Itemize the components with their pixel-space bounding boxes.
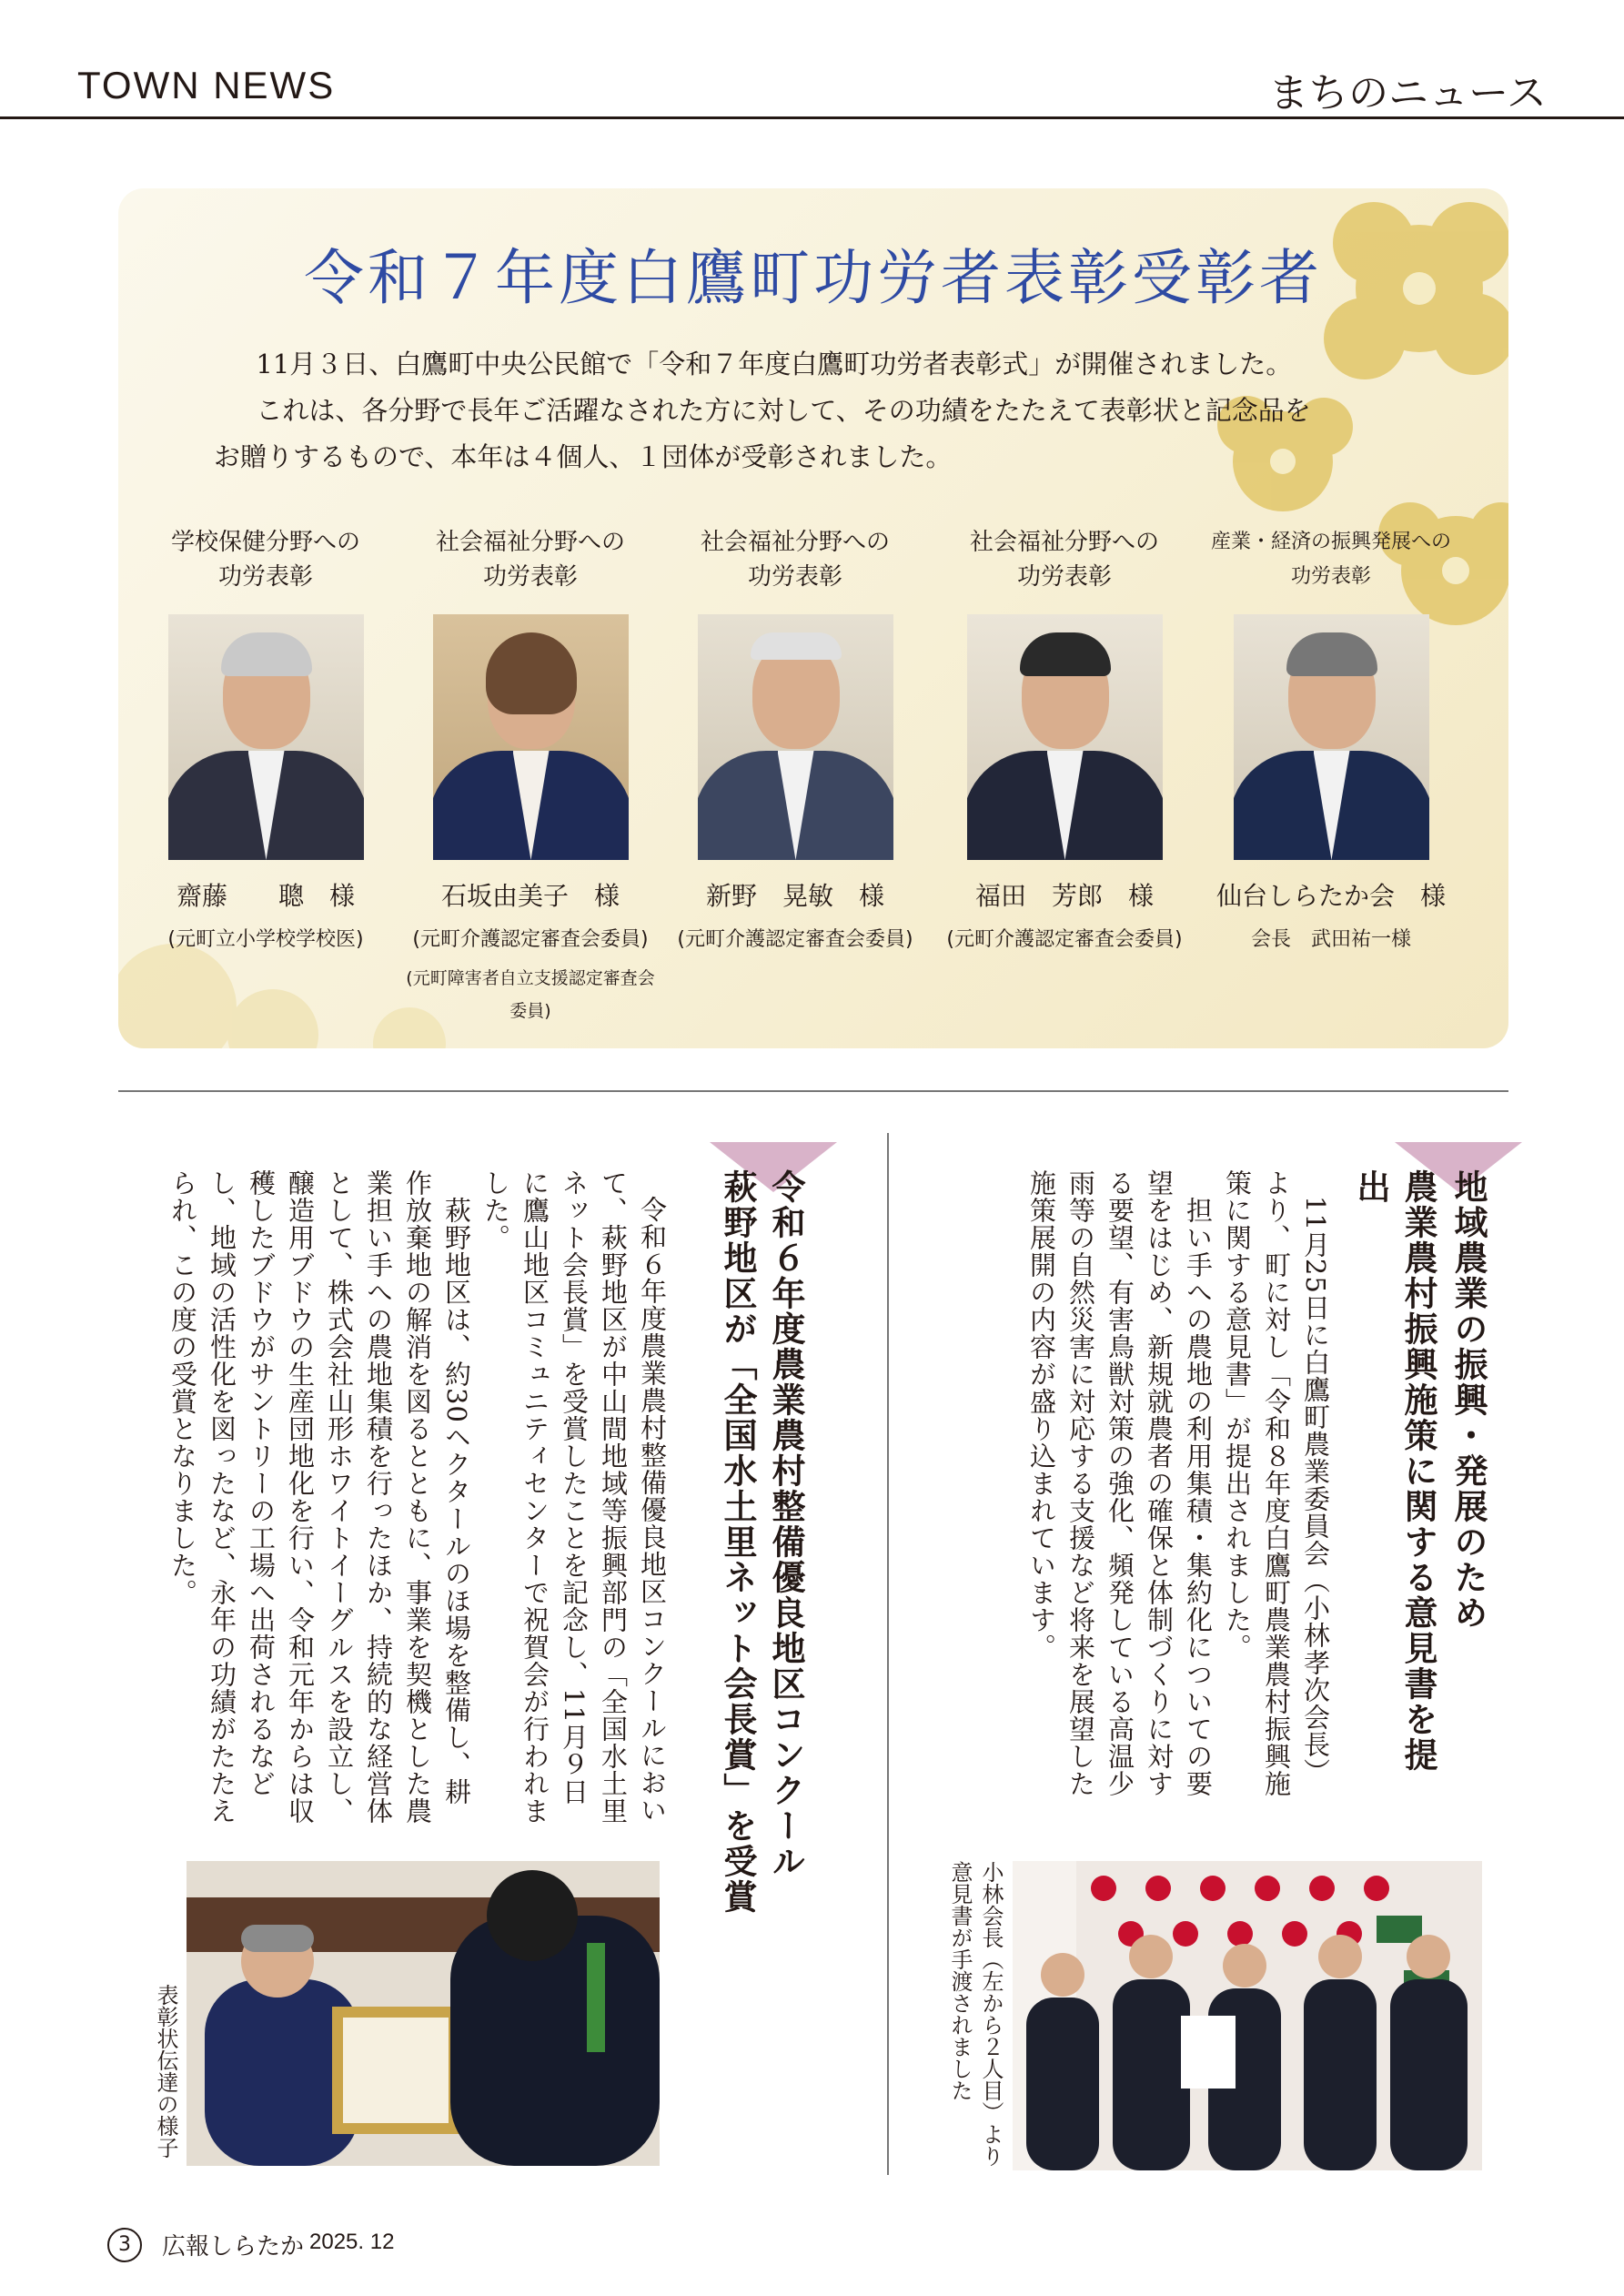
left-article-photo — [187, 1861, 660, 2166]
right-article-caption: 小林会長（左から２人目）より意見書が手渡されました — [947, 1861, 1004, 2167]
awardee-role-secondary: (元町障害者自立支援認定審査会委員) — [406, 968, 655, 1021]
awardee-role: (元町立小学校学校医) — [167, 928, 364, 951]
awardee-role: (元町介護認定審査会委員) — [946, 928, 1183, 951]
awardee-name: 福田 芳郎 様 — [974, 881, 1154, 911]
award-title: 令和７年度白鷹町功労者表彰受彰者 — [304, 243, 1323, 313]
award-intro-line-1: 11月３日、白鷹町中央公民館で「令和７年度白鷹町功労者表彰式」が開催されました。 — [256, 349, 1293, 379]
award-intro-line-3: お贈りするもので、本年は４個人、１団体が受彰されました。 — [214, 441, 953, 472]
award-intro-line-2: これは、各分野で長年ご活躍なされた方に対して、その功績をたたえて表彰状と記念品を — [256, 395, 1311, 426]
award-panel — [118, 188, 1508, 1048]
awardee-portrait — [698, 614, 893, 860]
header-divider — [0, 116, 1624, 119]
right-article-headline-1: 地域農業の振興・発展のため — [1448, 1169, 1488, 1631]
award-ceremony-photo-icon — [187, 1861, 660, 2166]
awardee-name: 仙台しらたか会 様 — [1215, 881, 1446, 911]
awardee-portrait — [168, 614, 364, 860]
awardee-name: 石坂由美子 様 — [440, 881, 620, 911]
awardee-card — [1204, 525, 1458, 956]
left-article-body: 令和６年度農業農村整備優良地区コンクールにおいて、萩野地区が中山間地域等振興部門の「全国水土里ネット会長賞」を受賞したことを記念し、11月９日に鷹山地区コミュニティセンターで祝賀会が行われました。 萩野地区は、約30ヘクタールのほ場を整備し、耕作放棄地の解消を図るとともに、事業を契機とした農業担い手への農地集積を行ったほか、持続的な経営体として、株式会社山形ホワイトイーグルスを設立し、醸造用ブドウの生産団地化を行い、令和元年からは収穫したブドウがサントリーの工場へ出荷されるなどし、地域の活性化を図ったなど、永年の功績がたたえられ、この度の受賞となりました。 — [167, 1169, 668, 1825]
publication-date: 2025. 12 — [309, 2230, 395, 2254]
page-number: 3 — [107, 2228, 142, 2262]
awardee-card — [138, 525, 393, 956]
awardee-role: (元町介護認定審査会委員) — [412, 928, 649, 951]
left-article-headline-1: 令和６年度農業農村整備優良地区コンクール — [766, 1169, 806, 1879]
awardee-field: 社会福祉分野への 功労表彰 — [969, 529, 1159, 591]
awardee-name: 新野 晃敏 様 — [705, 881, 884, 911]
right-article-body: 11月25日に白鷹町農業委員会（小林孝次会長）より、町に対し「令和８年度白鷹町農業農村振興施策に関する意見書」が提出されました。 担い手への農地の利用集積・集約化についての要望をはじめ、新規就農者の確保と体制づくりに対する要望、有害鳥獣対策の強化、頻発している高温少雨等の自然災害に対応する支援など将来を展望した施策展開の内容が盛り込まれています。 — [1026, 1169, 1331, 1797]
awardee-field: 学校保健分野への 功労表彰 — [170, 529, 360, 591]
left-article-caption: 表彰状伝達の様子 — [153, 1984, 178, 2159]
awardee-card — [403, 525, 658, 1027]
awardee-portrait — [967, 614, 1163, 860]
publication-name: 広報しらたか — [162, 2233, 305, 2261]
left-article-headline-2: 萩野地区が「全国水土里ネット会長賞」を受賞 — [718, 1169, 758, 1915]
awardee-card — [937, 525, 1192, 956]
awardee-card — [668, 525, 923, 956]
awardee-role: 会長 武田祐一様 — [1250, 928, 1411, 951]
awardee-name: 齋藤 聰 様 — [176, 881, 355, 911]
section-divider — [118, 1090, 1508, 1092]
section-label-town-news: TOWN NEWS — [77, 64, 336, 106]
right-article-headline-2: 農業農村振興施策に関する意見書を提出 — [1351, 1169, 1438, 1773]
right-article-photo — [1013, 1861, 1482, 2170]
awardee-field: 産業・経済の振興発展への 功労表彰 — [1210, 531, 1451, 588]
awardee-portrait — [1234, 614, 1429, 860]
award-intro — [214, 341, 1342, 480]
awardee-portrait — [433, 614, 629, 860]
awardee-field: 社会福祉分野への 功労表彰 — [700, 529, 890, 591]
awardee-role: (元町介護認定審査会委員) — [677, 928, 913, 951]
awardee-field: 社会福祉分野への 功労表彰 — [435, 529, 625, 591]
section-label-machi-news: まちのニュース — [1268, 70, 1547, 116]
meeting-photo-icon — [1013, 1861, 1482, 2170]
